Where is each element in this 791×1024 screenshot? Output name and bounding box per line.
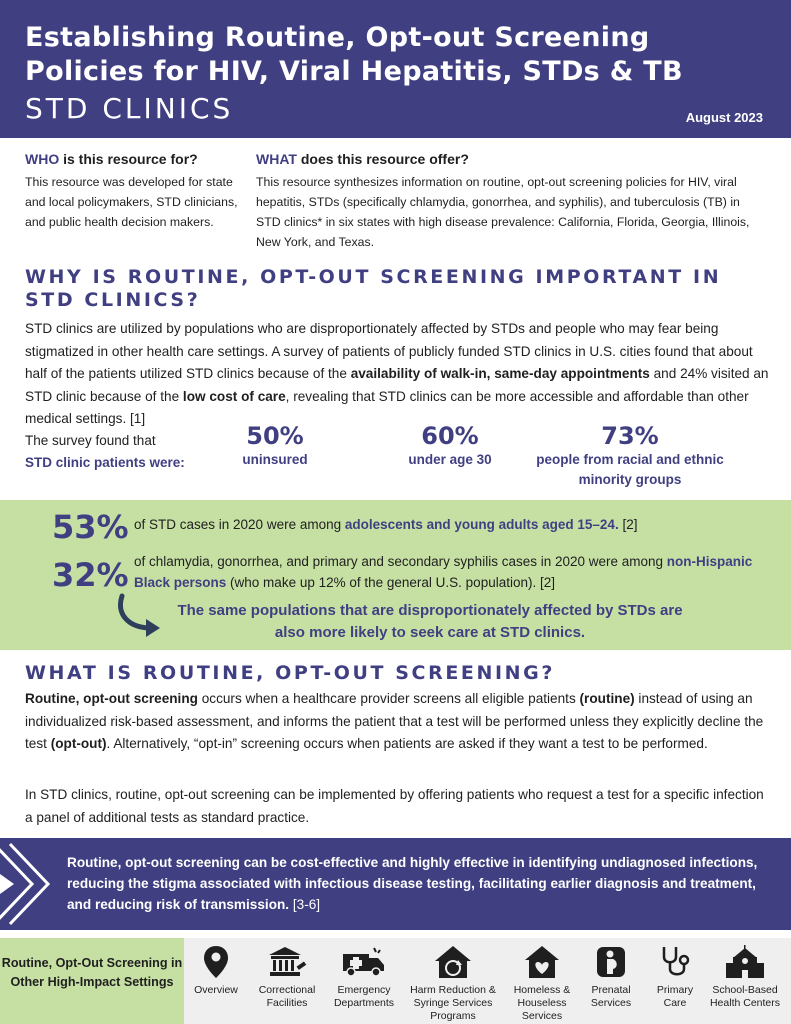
footer-link-homeless[interactable] [506,944,578,1023]
what-heading [256,151,766,167]
who-section [25,151,240,232]
stat-53-text-a: of STD cases in 2020 were among [134,517,345,532]
stat-uninsured [220,422,330,470]
what-heading-rest: does this resource offer? [296,151,469,167]
settings-footer [0,938,791,1024]
subtitle: STD CLINICS [25,92,234,125]
title-line-2: Policies for HIV, Viral Hepatitis, STDs & TB [25,56,683,87]
why-bold-walkin: availability of walk-in, same-day appointments [350,366,650,381]
stethoscope-icon [660,945,690,979]
who-accent: WHO [25,151,60,167]
footer-item-label: Overview [194,984,238,996]
what-is-paragraph-1 [25,688,770,756]
stat-32-bold: non-Hispanic Black persons [134,554,753,590]
stat-32-number: 32% [52,556,129,594]
stat-label: uninsured [242,452,308,467]
school-icon [725,945,765,979]
footer-label: Routine, Opt-Out Screening in Other High-Impact Settings [0,938,184,1024]
stat-32-text-c: (who make up 12% of the general U.S. population). [2] [226,575,555,590]
what-body: This resource synthesizes information on routine, opt-out screening policies for HIV, viral hepatitis, STDs (specifically chlamydia, gonorrhea, and syphilis), and tuberculosis (TB) in STD clinics* in six states with high disease prevalence: California, Florida, Georgia, Illinois, New York, and Texas. [256,175,750,249]
why-heading: WHY IS ROUTINE, OPT-OUT SCREENING IMPORTANT IN STD CLINICS? [25,266,722,311]
why-paragraph [25,318,770,431]
what-is-bold-routine: (routine) [579,691,635,706]
stat-53-bold: adolescents and young adults aged 15–24. [344,517,619,532]
stat-number: 60% [421,422,479,450]
who-heading-rest: is this resource for? [59,151,198,167]
stat-53-number: 53% [52,508,129,546]
stat-minority [535,422,725,490]
why-text-a: STD clinics are utilized by populations who are disproportionately affected by STDs and people who may fear being stigmatized in other health care settings. A survey of patients of publicly funded STD clinics in U.S. cities found that about half of the patients utilized STD clinics because of the [25,321,753,381]
what-accent: WHAT [256,151,297,167]
banner-text [67,852,767,915]
footer-link-primary-care[interactable] [646,944,704,1010]
chevron-decoration-icon [0,838,60,930]
what-is-text-b: occurs when a healthcare provider screens all eligible patients [197,691,580,706]
what-is-text-d: instead of using an individualized risk-based assessment, and informs the patient that a test will be performed unless they explicitly decline the test [25,691,764,751]
stat-label: people from racial and ethnic minority groups [536,452,724,487]
who-body: This resource was developed for state and local policymakers, STD clinicians, and public health decision makers. [25,175,238,229]
stat-label: under age 30 [408,452,492,467]
stat-32-text [134,551,774,593]
who-heading [25,151,240,167]
footer-item-label: Prenatal Services [590,984,632,1009]
curved-arrow-icon [110,592,170,638]
stat-32-text-a: of chlamydia, gonorrhea, and primary and secondary syphilis cases in 2020 were among [134,554,667,569]
banner-ref: [3-6] [289,897,321,912]
what-section [256,151,766,252]
stat-under-30 [390,422,510,470]
stat-53-text [134,514,774,535]
location-pin-icon [203,945,229,979]
footer-item-label: Primary Care [656,984,694,1009]
banner-text-main: Routine, opt-out screening can be cost-effective and highly effective in identifying undiagnosed infections, reducing the stigma associated with infectious disease testing, facilitating earlier diagnosis and treatment, and reducing risk of transmission. [67,855,758,912]
what-is-bold-optout: (opt-out) [50,736,107,751]
ambulance-icon [342,946,386,978]
publication-date: August 2023 [685,110,763,125]
footer-item-label: Harm Reduction & Syringe Services Programs [410,984,496,1022]
what-is-paragraph-2: In STD clinics, routine, opt-out screening can be implemented by offering patients who request a test for a specific infection a panel of additional tests as standard practice. [25,787,764,825]
survey-label-line2: STD clinic patients were: [25,455,185,470]
footer-item-label: Emergency Departments [333,984,395,1009]
survey-label-line1: The survey found that [25,433,156,448]
stat-number: 73% [601,422,659,450]
why-text-e: , revealing that STD clinics can be more accessible and affordable than other medical settings. [1] [25,388,749,426]
footer-link-school[interactable] [704,944,786,1010]
why-text-c: and 24% visited an STD clinic because of the [25,366,769,404]
stat-53-ref: [2] [618,517,638,532]
what-is-bold-term: Routine, opt-out screening [25,691,198,706]
footer-link-correctional[interactable] [250,944,324,1010]
footer-item-label: School-Based Health Centers [709,984,781,1009]
footer-item-label: Homeless & Houseless Services [513,984,571,1022]
why-bold-lowcost: low cost of care [182,388,286,404]
house-recycle-icon [433,945,473,979]
footer-link-prenatal[interactable] [584,944,638,1010]
footer-item-label: Correctional Facilities [258,984,316,1009]
footer-link-harm-reduction[interactable] [404,944,502,1023]
title-line-1: Establishing Routine, Opt-out Screening [25,22,650,53]
house-heart-icon [524,945,560,979]
callout-text: The same populations that are disproportionately affected by STDs are also more likely to seek care at STD clinics. [177,602,683,641]
courthouse-icon [267,946,307,978]
survey-label [25,430,185,474]
pregnant-person-icon [595,945,627,979]
footer-link-emergency[interactable] [328,944,400,1010]
what-is-text-f: . Alternatively, “opt-in” screening occurs when patients are asked if they want a test to be performed. [106,736,708,751]
key-message-banner [0,838,791,930]
what-is-heading: WHAT IS ROUTINE, OPT-OUT SCREENING? [25,662,555,684]
footer-link-overview[interactable] [190,944,242,997]
stat-number: 50% [246,422,304,450]
header-banner [0,0,791,138]
